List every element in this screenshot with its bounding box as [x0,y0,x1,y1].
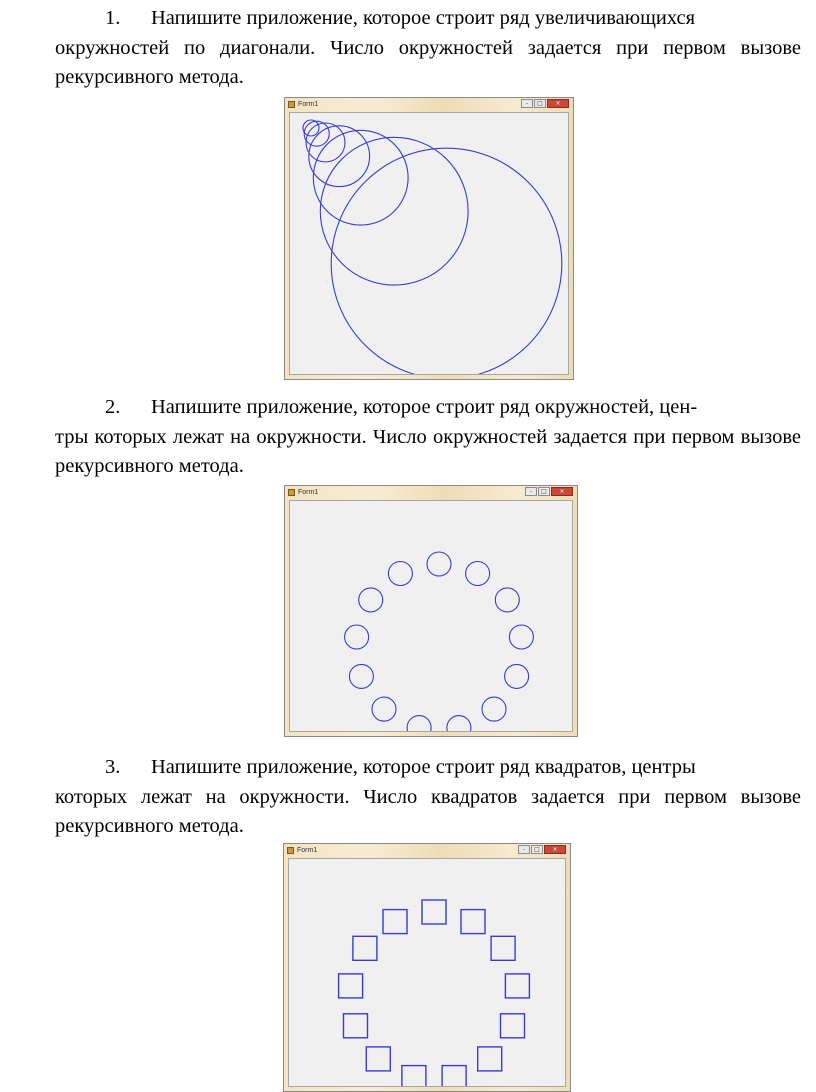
close-button[interactable]: × [547,99,569,108]
window-title: Form1 [297,847,318,854]
square-5 [501,1014,525,1038]
drawing-canvas [290,113,569,375]
circle-13 [388,562,412,586]
task-text-first-line: Напишите приложение, которое строит ряд увеличивающихся [151,7,696,29]
task-text-first-line: Напишите приложение, которое строит ряд квадратов, центры [151,756,696,778]
circle-10 [349,664,373,688]
window-controls [517,845,566,855]
circle-7 [331,148,562,375]
minimize-button[interactable]: - [525,487,537,496]
square-1 [422,900,446,924]
title-bar [285,486,577,500]
square-12 [353,936,377,960]
drawing-canvas [290,501,573,732]
square-9 [366,1047,390,1071]
task-1 [55,4,801,93]
app-icon [288,101,295,108]
task-text: тры которых лежат на окружности. Число окружностей задается при первом вызове рекурсивного метода. [55,425,801,477]
circle-12 [359,588,383,612]
maximize-button[interactable]: □ [534,99,546,108]
title-bar [285,98,573,112]
title-bar [284,844,570,858]
square-11 [339,974,363,998]
circle-9 [372,697,396,721]
circle-11 [345,625,369,649]
circle-2 [466,562,490,586]
task-number: 2. [105,396,121,418]
square-2 [461,910,485,934]
task-text-first-line: Напишите приложение, которое строит ряд окружностей, цен- [151,396,698,418]
circle-4 [509,625,533,649]
circle-6 [482,697,506,721]
task-number: 3. [105,756,121,778]
minimize-button[interactable]: - [518,845,530,854]
window-controls [520,99,569,109]
circle-1 [427,552,451,576]
task-2 [55,393,801,482]
maximize-button[interactable]: □ [531,845,543,854]
form-window-3 [283,843,571,1092]
task-text: окружностей по диагонали. Число окружностей задается при первом вызове рекурсивного метода. [55,36,801,88]
square-4 [505,974,529,998]
form-client-area [289,112,569,375]
minimize-button[interactable]: - [521,99,533,108]
app-icon [288,489,295,496]
app-icon [287,847,294,854]
square-6 [478,1047,502,1071]
circle-7 [447,716,471,732]
circle-8 [407,716,431,732]
square-3 [491,936,515,960]
circle-3 [495,588,519,612]
form-client-area [289,500,573,732]
form-window-1 [284,97,574,380]
form-client-area [288,858,566,1087]
task-3 [55,753,801,842]
window-title: Form1 [298,101,319,108]
task-text: которых лежат на окружности. Число квадратов задается при первом вызове рекурсивного метода. [55,785,801,837]
square-13 [383,910,407,934]
maximize-button[interactable]: □ [538,487,550,496]
close-button[interactable]: × [551,487,573,496]
window-controls [524,487,573,497]
close-button[interactable]: × [544,845,566,854]
square-7 [442,1066,466,1087]
drawing-canvas [289,859,566,1087]
form-window-2 [284,485,578,737]
square-10 [344,1014,368,1038]
window-title: Form1 [298,489,319,496]
circle-5 [505,664,529,688]
task-number: 1. [105,7,121,29]
square-8 [402,1066,426,1087]
